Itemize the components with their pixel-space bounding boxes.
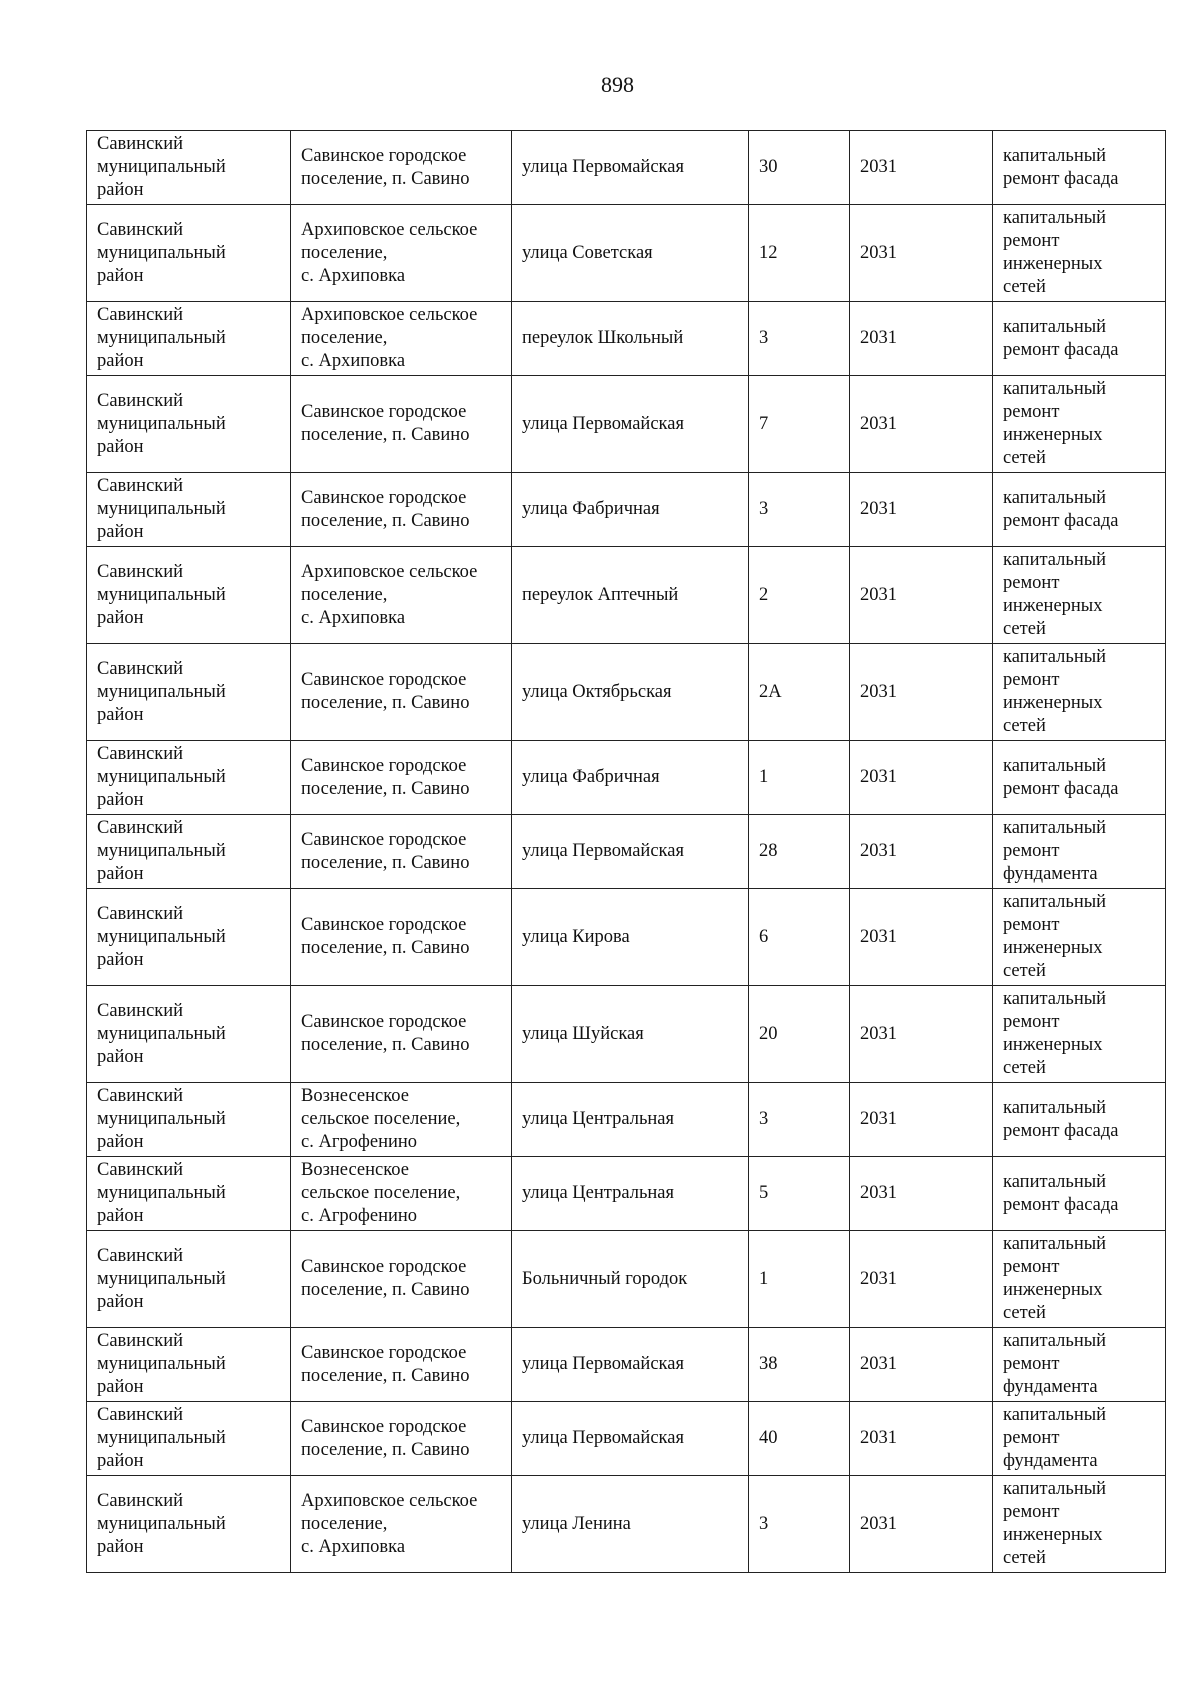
settlement-cell: Савинское городское поселение, п. Савино — [291, 889, 512, 986]
district-cell: Савинский муниципальный район — [87, 986, 291, 1083]
work-type-cell: капитальный ремонт фасада — [993, 1083, 1166, 1157]
settlement-cell: Савинское городское поселение, п. Савино — [291, 1231, 512, 1328]
settlement-cell: Савинское городское поселение, п. Савино — [291, 986, 512, 1083]
district-cell: Савинский муниципальный район — [87, 302, 291, 376]
house-number-cell: 7 — [749, 376, 850, 473]
work-type-cell: капитальный ремонт инженерных сетей — [993, 205, 1166, 302]
work-type-cell: капитальный ремонт фундамента — [993, 815, 1166, 889]
street-cell: улица Первомайская — [512, 376, 749, 473]
district-cell: Савинский муниципальный район — [87, 815, 291, 889]
work-type-cell: капитальный ремонт фасада — [993, 473, 1166, 547]
district-cell: Савинский муниципальный район — [87, 1083, 291, 1157]
house-number-cell: 40 — [749, 1402, 850, 1476]
house-number-cell: 2 — [749, 547, 850, 644]
year-cell: 2031 — [850, 131, 993, 205]
district-cell: Савинский муниципальный район — [87, 1231, 291, 1328]
settlement-cell: Савинское городское поселение, п. Савино — [291, 644, 512, 741]
district-cell: Савинский муниципальный район — [87, 1476, 291, 1573]
work-type-cell: капитальный ремонт фасада — [993, 302, 1166, 376]
table-row — [87, 741, 1166, 815]
work-type-cell: капитальный ремонт фундамента — [993, 1402, 1166, 1476]
year-cell: 2031 — [850, 1402, 993, 1476]
settlement-cell: Савинское городское поселение, п. Савино — [291, 473, 512, 547]
settlement-cell: Савинское городское поселение, п. Савино — [291, 741, 512, 815]
table-row — [87, 376, 1166, 473]
street-cell: переулок Школьный — [512, 302, 749, 376]
district-cell: Савинский муниципальный район — [87, 473, 291, 547]
year-cell: 2031 — [850, 1476, 993, 1573]
district-cell: Савинский муниципальный район — [87, 376, 291, 473]
district-cell: Савинский муниципальный район — [87, 1328, 291, 1402]
table-row — [87, 1083, 1166, 1157]
district-cell: Савинский муниципальный район — [87, 1157, 291, 1231]
settlement-cell: Савинское городское поселение, п. Савино — [291, 815, 512, 889]
year-cell: 2031 — [850, 205, 993, 302]
work-type-cell: капитальный ремонт инженерных сетей — [993, 1231, 1166, 1328]
street-cell: улица Первомайская — [512, 815, 749, 889]
work-type-cell: капитальный ремонт фундамента — [993, 1328, 1166, 1402]
district-cell: Савинский муниципальный район — [87, 131, 291, 205]
settlement-cell: Савинское городское поселение, п. Савино — [291, 376, 512, 473]
table-row — [87, 547, 1166, 644]
year-cell: 2031 — [850, 547, 993, 644]
street-cell: улица Первомайская — [512, 131, 749, 205]
table-row — [87, 815, 1166, 889]
settlement-cell: Архиповское сельское поселение, с. Архиповка — [291, 205, 512, 302]
street-cell: улица Советская — [512, 205, 749, 302]
house-number-cell: 3 — [749, 1476, 850, 1573]
work-type-cell: капитальный ремонт инженерных сетей — [993, 986, 1166, 1083]
year-cell: 2031 — [850, 741, 993, 815]
year-cell: 2031 — [850, 473, 993, 547]
year-cell: 2031 — [850, 889, 993, 986]
page-number: 898 — [601, 72, 634, 97]
settlement-cell: Архиповское сельское поселение, с. Архиповка — [291, 1476, 512, 1573]
district-cell: Савинский муниципальный район — [87, 1402, 291, 1476]
district-cell: Савинский муниципальный район — [87, 644, 291, 741]
street-cell: улица Фабричная — [512, 473, 749, 547]
work-type-cell: капитальный ремонт инженерных сетей — [993, 547, 1166, 644]
street-cell: улица Ленина — [512, 1476, 749, 1573]
house-number-cell: 30 — [749, 131, 850, 205]
year-cell: 2031 — [850, 376, 993, 473]
work-type-cell: капитальный ремонт фасада — [993, 1157, 1166, 1231]
year-cell: 2031 — [850, 1157, 993, 1231]
house-number-cell: 28 — [749, 815, 850, 889]
house-number-cell: 20 — [749, 986, 850, 1083]
house-number-cell: 3 — [749, 302, 850, 376]
settlement-cell: Савинское городское поселение, п. Савино — [291, 1328, 512, 1402]
table-row — [87, 889, 1166, 986]
table-row — [87, 1157, 1166, 1231]
district-cell: Савинский муниципальный район — [87, 741, 291, 815]
district-cell: Савинский муниципальный район — [87, 205, 291, 302]
settlement-cell: Архиповское сельское поселение, с. Архиповка — [291, 547, 512, 644]
year-cell: 2031 — [850, 1328, 993, 1402]
registry-table — [86, 130, 1166, 1573]
work-type-cell: капитальный ремонт инженерных сетей — [993, 644, 1166, 741]
table-row — [87, 302, 1166, 376]
year-cell: 2031 — [850, 644, 993, 741]
table-row — [87, 1476, 1166, 1573]
street-cell: улица Кирова — [512, 889, 749, 986]
street-cell: переулок Аптечный — [512, 547, 749, 644]
work-type-cell: капитальный ремонт инженерных сетей — [993, 376, 1166, 473]
table-body — [87, 131, 1166, 1573]
table-row — [87, 473, 1166, 547]
table-row — [87, 986, 1166, 1083]
house-number-cell: 1 — [749, 1231, 850, 1328]
work-type-cell: капитальный ремонт фасада — [993, 741, 1166, 815]
house-number-cell: 6 — [749, 889, 850, 986]
street-cell: улица Центральная — [512, 1083, 749, 1157]
year-cell: 2031 — [850, 302, 993, 376]
house-number-cell: 1 — [749, 741, 850, 815]
year-cell: 2031 — [850, 1083, 993, 1157]
year-cell: 2031 — [850, 1231, 993, 1328]
table-row — [87, 644, 1166, 741]
street-cell: улица Шуйская — [512, 986, 749, 1083]
house-number-cell: 5 — [749, 1157, 850, 1231]
street-cell: улица Фабричная — [512, 741, 749, 815]
settlement-cell: Архиповское сельское поселение, с. Архиповка — [291, 302, 512, 376]
street-cell: улица Октябрьская — [512, 644, 749, 741]
street-cell: Больничный городок — [512, 1231, 749, 1328]
settlement-cell: Вознесенское сельское поселение, с. Агрофенино — [291, 1083, 512, 1157]
work-type-cell: капитальный ремонт инженерных сетей — [993, 1476, 1166, 1573]
street-cell: улица Первомайская — [512, 1402, 749, 1476]
work-type-cell: капитальный ремонт фасада — [993, 131, 1166, 205]
street-cell: улица Первомайская — [512, 1328, 749, 1402]
table-row — [87, 131, 1166, 205]
year-cell: 2031 — [850, 815, 993, 889]
table-row — [87, 1328, 1166, 1402]
settlement-cell: Савинское городское поселение, п. Савино — [291, 131, 512, 205]
house-number-cell: 3 — [749, 473, 850, 547]
table-row — [87, 205, 1166, 302]
settlement-cell: Вознесенское сельское поселение, с. Агрофенино — [291, 1157, 512, 1231]
table-row — [87, 1402, 1166, 1476]
house-number-cell: 38 — [749, 1328, 850, 1402]
district-cell: Савинский муниципальный район — [87, 889, 291, 986]
settlement-cell: Савинское городское поселение, п. Савино — [291, 1402, 512, 1476]
house-number-cell: 3 — [749, 1083, 850, 1157]
year-cell: 2031 — [850, 986, 993, 1083]
table-row — [87, 1231, 1166, 1328]
house-number-cell: 2А — [749, 644, 850, 741]
house-number-cell: 12 — [749, 205, 850, 302]
district-cell: Савинский муниципальный район — [87, 547, 291, 644]
street-cell: улица Центральная — [512, 1157, 749, 1231]
work-type-cell: капитальный ремонт инженерных сетей — [993, 889, 1166, 986]
